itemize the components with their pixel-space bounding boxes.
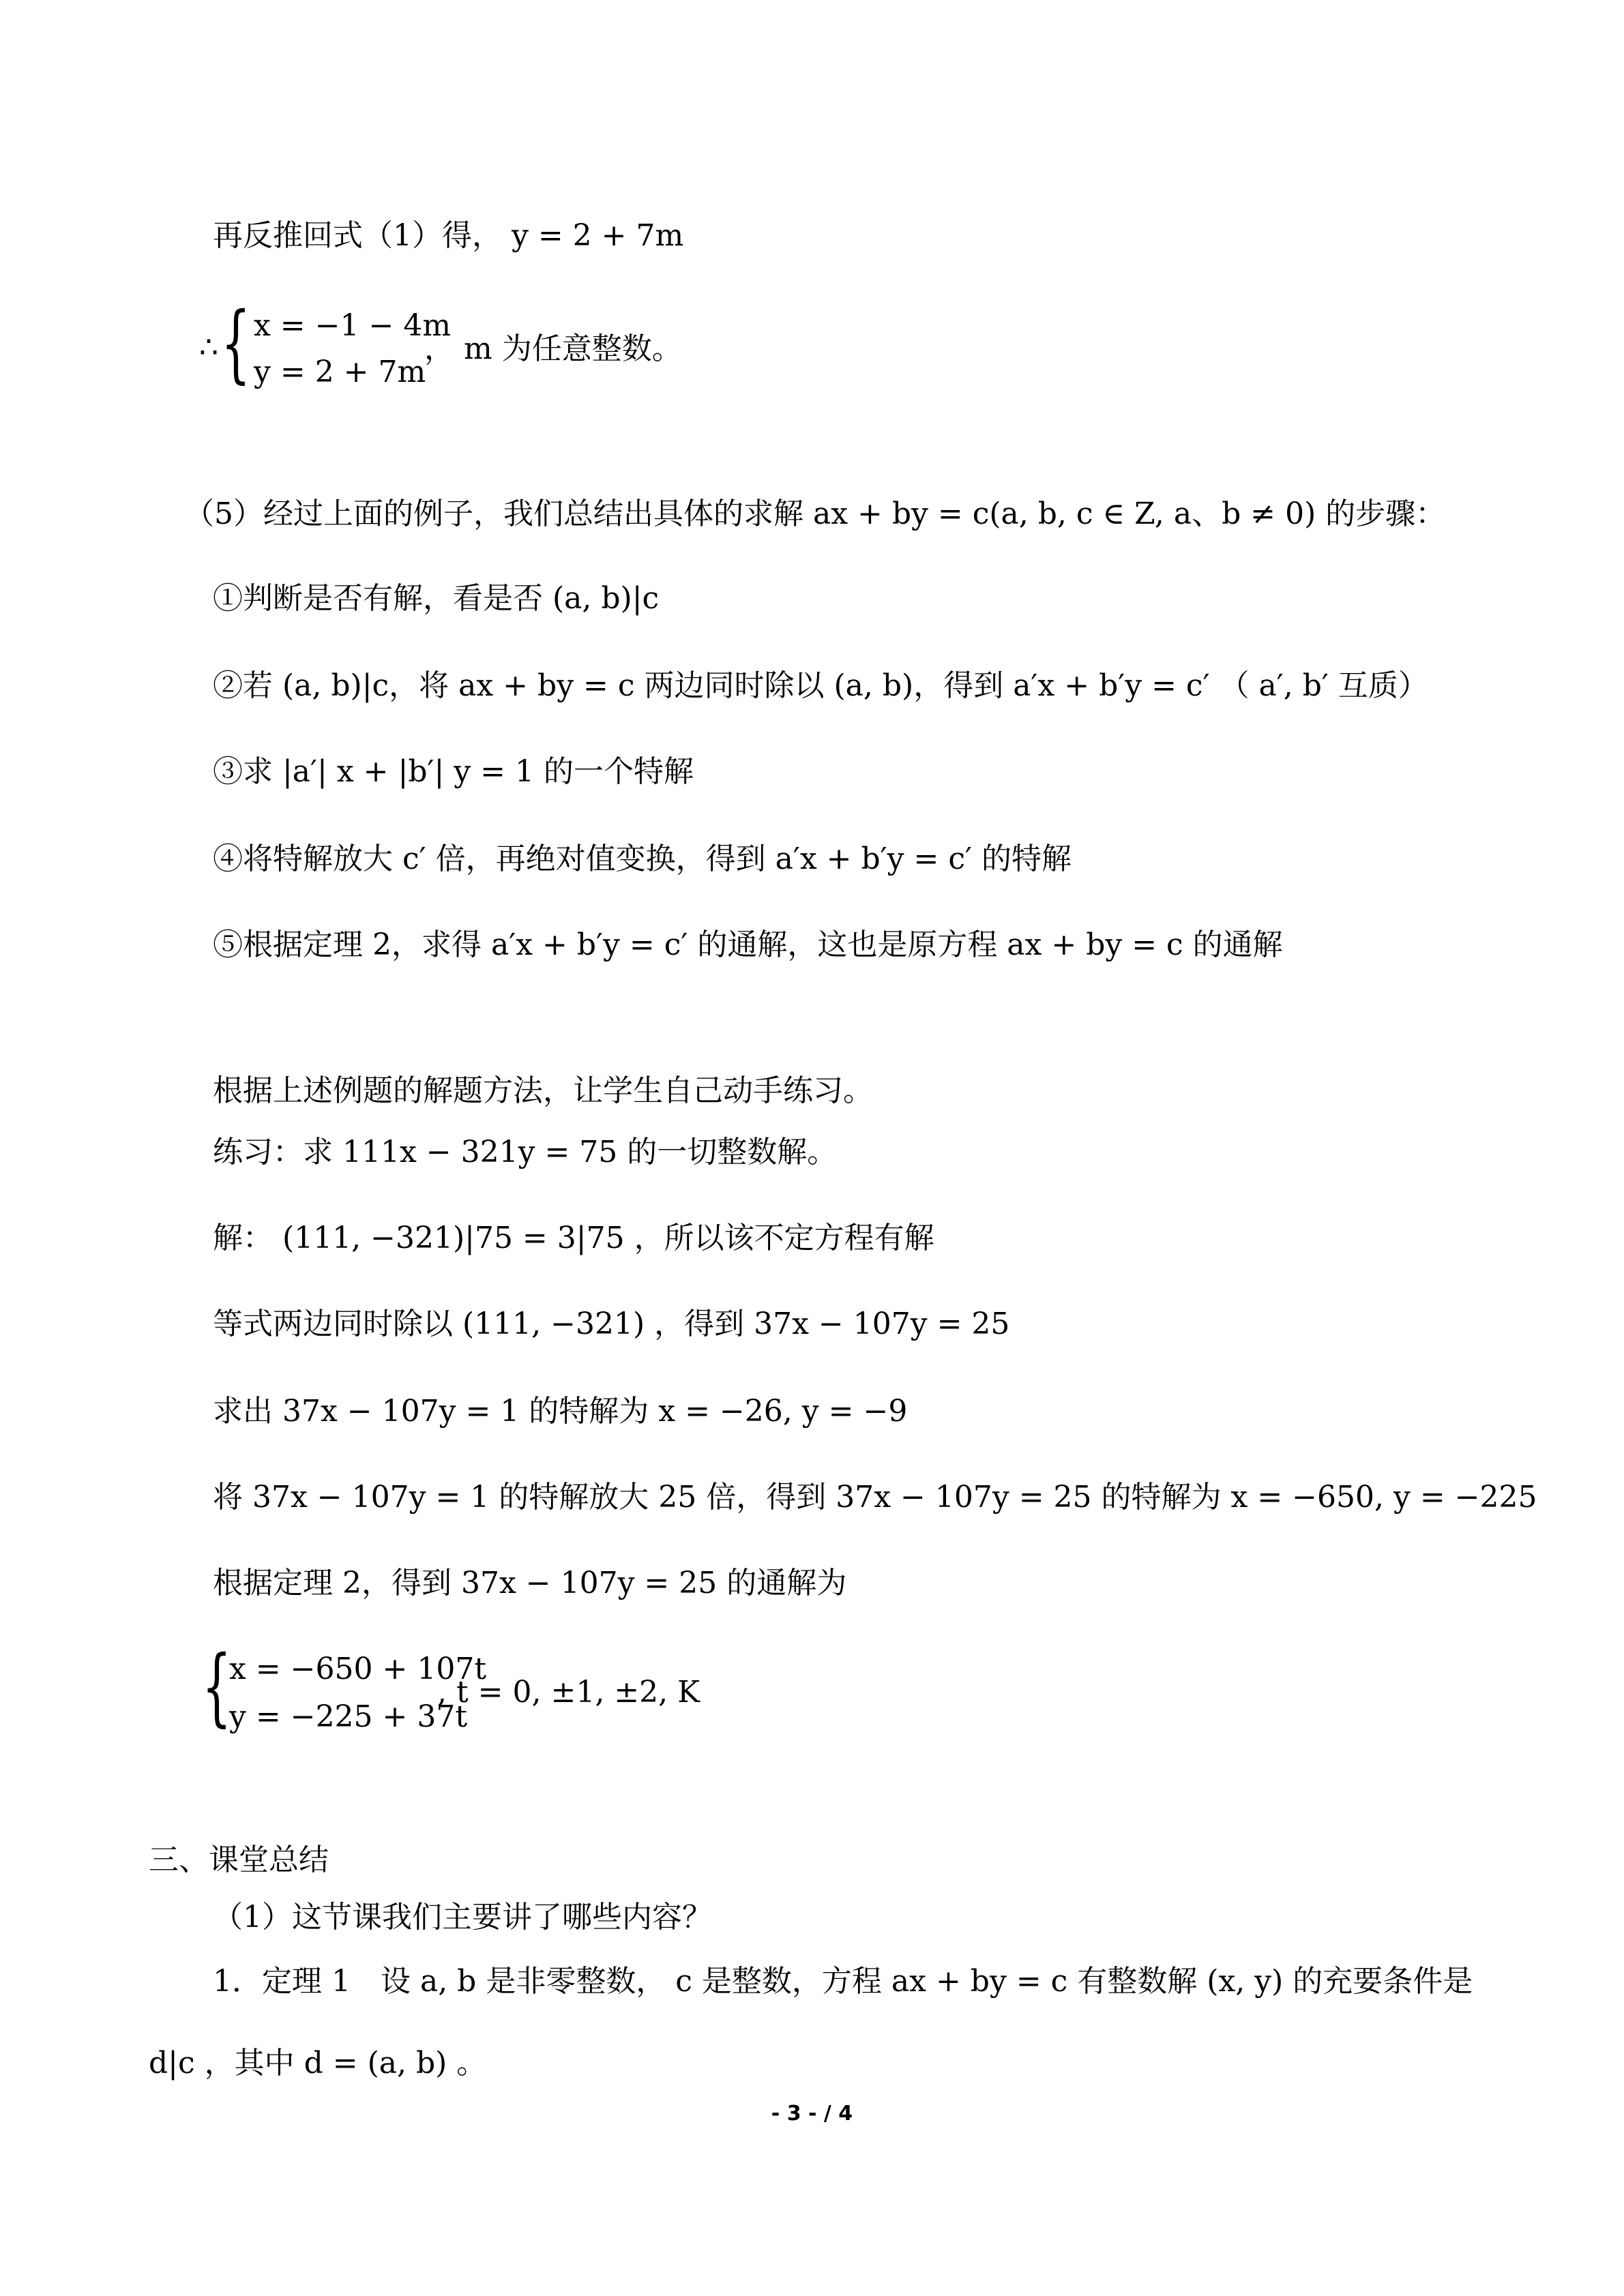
step-1: ①判断是否有解，看是否 (a, b)|c <box>213 581 660 616</box>
left-brace: { <box>221 295 251 393</box>
solution-line-5: 根据定理 2，得到 37x − 107y = 25 的通解为 <box>213 1566 847 1600</box>
theorem-1-continued: d|c ，其中 d = (a, b) 。 <box>149 2046 487 2081</box>
general-solution-system <box>202 1638 816 1739</box>
back-substitution-line: 再反推回式（1）得， y = 2 + 7m <box>213 218 684 253</box>
solution-line-2: 等式两边同时除以 (111, −321) ，得到 37x − 107y = 25 <box>213 1307 1010 1341</box>
theorem-1: 1．定理 1 设 a, b 是非零整数， c 是整数，方程 ax + by = c 有整数解 (x, y) 的充要条件是 <box>213 1964 1473 1999</box>
system-row-y: y = 2 + 7m <box>254 355 426 389</box>
therefore-symbol: ∴ <box>199 330 218 365</box>
step-4: ④将特解放大 c′ 倍，再绝对值变换，得到 a′x + b′y = c′ 的特解 <box>213 841 1072 876</box>
system-condition: ， m 为任意整数。 <box>424 331 682 366</box>
system-row-x: x = −650 + 107t <box>229 1652 487 1686</box>
solution-line-1: 解： (111, −321)|75 = 3|75 ，所以该不定方程有解 <box>213 1221 934 1255</box>
solution-system-1 <box>199 295 718 396</box>
solution-line-4: 将 37x − 107y = 1 的特解放大 25 倍，得到 37x − 107y = 25 的特解为 x = −650, y = −225 <box>213 1480 1537 1515</box>
page-number: - 3 - / 4 <box>771 2102 853 2126</box>
summary-question: （1）这节课我们主要讲了哪些内容？ <box>213 1900 712 1935</box>
practice-problem: 练习：求 111x − 321y = 75 的一切整数解。 <box>213 1135 838 1169</box>
steps-intro: （5）经过上面的例子，我们总结出具体的求解 ax + by = c(a, b, c ∈ Z, a、b ≠ 0) 的步骤： <box>184 496 1446 531</box>
solution-line-3: 求出 37x − 107y = 1 的特解为 x = −26, y = −9 <box>213 1394 908 1429</box>
section-heading: 三、课堂总结 <box>149 1843 329 1877</box>
practice-intro: 根据上述例题的解题方法，让学生自己动手练习。 <box>213 1073 873 1108</box>
step-3: ③求 |a′| x + |b′| y = 1 的一个特解 <box>213 754 694 789</box>
system-row-x: x = −1 − 4m <box>254 308 452 343</box>
step-2: ②若 (a, b)|c，将 ax + by = c 两边同时除以 (a, b)，得到 a′x + b′y = c′ （ a′, b′ 互质） <box>213 668 1428 703</box>
step-5: ⑤根据定理 2，求得 a′x + b′y = c′ 的通解，这也是原方程 ax + by = c 的通解 <box>213 927 1283 962</box>
system-parameter: , t = 0, ±1, ±2, K <box>437 1675 700 1710</box>
left-brace: { <box>202 1638 232 1736</box>
system-row-y: y = −225 + 37t <box>229 1699 468 1734</box>
